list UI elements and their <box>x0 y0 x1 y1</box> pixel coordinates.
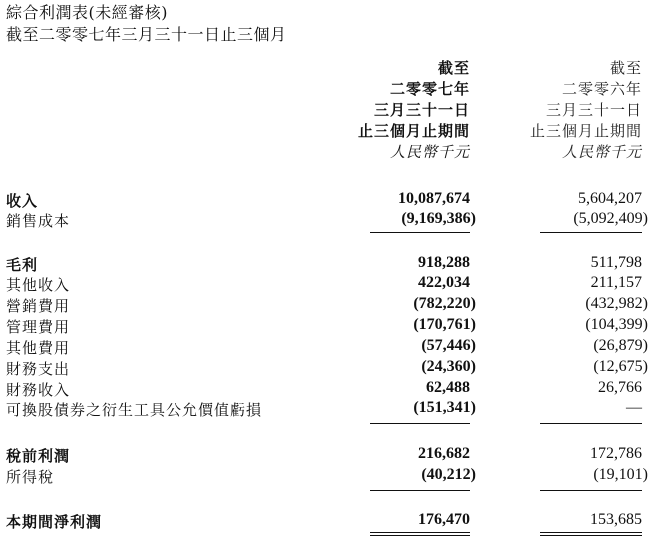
table-row-finance-income <box>0 379 656 400</box>
value-prior: 153,685 <box>590 511 642 528</box>
column-unit: 人民幣千元 <box>561 143 642 161</box>
value-current: 918,288 <box>418 254 470 271</box>
column-header-prior <box>530 58 642 163</box>
statement-period: 截至二零零七年三月三十一日止三個月 <box>6 25 287 44</box>
column-header-line: 止三個月止期間 <box>529 122 642 140</box>
table-row-derivative-loss <box>0 399 656 420</box>
total-double-rule <box>540 535 642 536</box>
column-header-line: 截至 <box>437 59 470 77</box>
table-row-finance-costs <box>0 358 656 379</box>
value-prior: 511,798 <box>590 254 642 271</box>
value-current: 422,034 <box>418 274 470 291</box>
row-label: 可換股債券之衍生工具公允價值虧損 <box>6 401 263 419</box>
column-header-line: 止三個月止期間 <box>357 122 470 140</box>
value-prior: (5,092,409) <box>573 210 648 227</box>
column-header-line: 二零零六年 <box>561 80 642 98</box>
value-current: (9,169,386) <box>401 210 476 227</box>
value-prior: (26,879) <box>593 337 648 354</box>
row-label: 毛利 <box>6 256 39 274</box>
value-current: (170,761) <box>413 316 476 333</box>
row-label: 本期間淨利潤 <box>6 513 103 531</box>
table-row-gross-profit <box>0 254 656 275</box>
table-row-admin-expenses <box>0 316 656 337</box>
subtotal-rule <box>540 232 642 233</box>
statement-title: 綜合利潤表(未經審核) <box>6 3 168 22</box>
table-row-profit-before-tax <box>0 445 656 466</box>
row-label: 其他費用 <box>6 339 71 357</box>
value-current: 62,488 <box>426 379 470 396</box>
value-prior: (432,982) <box>585 295 648 312</box>
row-label: 稅前利潤 <box>6 447 71 465</box>
row-label: 銷售成本 <box>6 212 71 230</box>
row-label: 財務支出 <box>6 360 71 378</box>
table-row-selling-expenses <box>0 295 656 316</box>
value-prior: (104,399) <box>585 316 648 333</box>
value-current: 10,087,674 <box>398 190 470 207</box>
total-double-rule <box>370 532 470 533</box>
value-prior: (19,101) <box>593 466 648 483</box>
subtotal-rule <box>540 423 642 424</box>
row-label: 其他收入 <box>6 276 71 294</box>
row-label: 營銷費用 <box>6 297 71 315</box>
table-row-income-tax <box>0 466 656 487</box>
column-header-line: 三月三十一日 <box>545 101 642 119</box>
value-current: (40,212) <box>421 466 476 483</box>
value-current: (57,446) <box>421 337 476 354</box>
value-current: (151,341) <box>413 399 476 416</box>
row-label: 財務收入 <box>6 381 71 399</box>
table-row-other-expenses <box>0 337 656 358</box>
value-prior: 172,786 <box>590 445 642 462</box>
value-current: (782,220) <box>413 295 476 312</box>
column-header-line: 三月三十一日 <box>373 101 470 119</box>
total-double-rule <box>370 535 470 536</box>
column-header-line: 二零零七年 <box>389 80 470 98</box>
row-label: 管理費用 <box>6 318 71 336</box>
subtotal-rule <box>370 423 470 424</box>
value-prior: 211,157 <box>590 274 642 291</box>
subtotal-rule <box>540 490 642 491</box>
subtotal-rule <box>370 232 470 233</box>
value-prior: — <box>626 399 642 416</box>
value-current: (24,360) <box>421 358 476 375</box>
table-row-cost-of-sales <box>0 210 656 231</box>
total-double-rule <box>540 532 642 533</box>
value-prior: 5,604,207 <box>578 190 642 207</box>
value-current: 176,470 <box>418 511 470 528</box>
column-header-line: 截至 <box>609 59 642 77</box>
column-unit: 人民幣千元 <box>389 143 470 161</box>
subtotal-rule <box>370 490 470 491</box>
row-label: 所得稅 <box>6 468 55 486</box>
value-prior: 26,766 <box>598 379 642 396</box>
column-header-current <box>358 58 470 163</box>
table-row-net-profit <box>0 511 656 532</box>
row-label: 收入 <box>6 192 39 210</box>
table-row-other-income <box>0 274 656 295</box>
table-row-revenue <box>0 190 656 211</box>
value-prior: (12,675) <box>593 358 648 375</box>
value-current: 216,682 <box>418 445 470 462</box>
